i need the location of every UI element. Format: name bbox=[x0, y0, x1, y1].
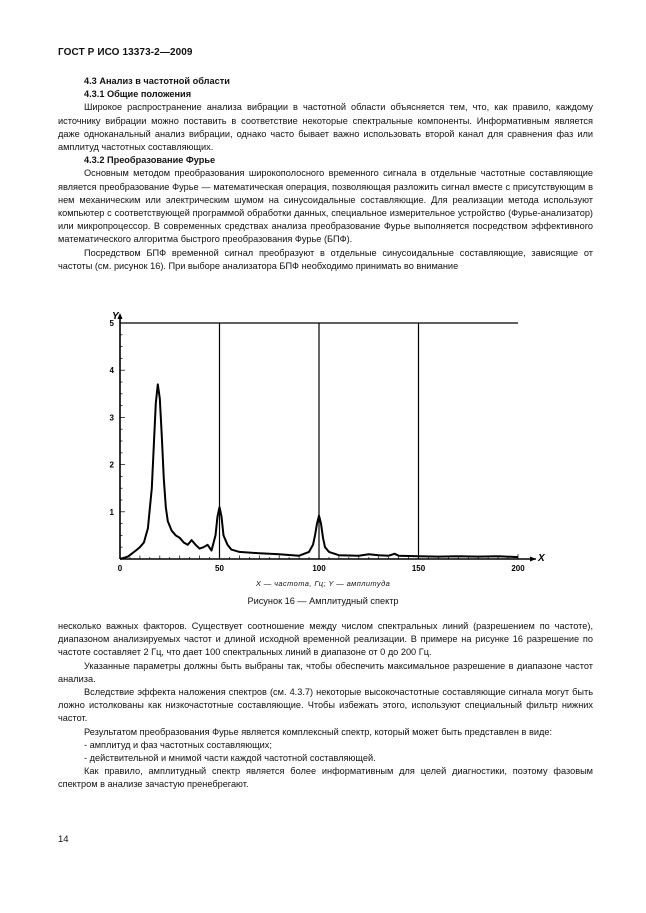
paragraph: Широкое распространение анализа вибрации в частотной области объясняется тем, что, как правило, каждому источнику вибрации можно поставить в соответствие некоторые спектральные компоненты. Информативным является даже одноканальный анализ вибрации, однако часто бывает важно использовать второй канал для сравнения фаз или амплитуд частотных составляющих. bbox=[58, 102, 593, 153]
x-tick-label: 200 bbox=[511, 564, 525, 573]
subsection-title-general: 4.3.1 Общие положения bbox=[84, 89, 192, 100]
x-tick-label: 50 bbox=[215, 564, 224, 573]
chart-canvas bbox=[96, 309, 556, 574]
figure-caption: Рисунок 16 — Амплитудный спектр bbox=[247, 596, 399, 606]
list-item: - амплитуд и фаз частотных составляющих; bbox=[84, 739, 272, 750]
y-tick-label: 5 bbox=[109, 319, 114, 328]
paragraph: Результатом преобразования Фурье является комплексный спектр, который может быть представлен в виде: bbox=[84, 726, 553, 737]
amplitude-spectrum-chart bbox=[96, 309, 556, 574]
paragraph: Вследствие эффекта наложения спектров (см. 4.3.7) некоторые высокочастотные составляющие сигнала могут быть ложно истолкованы как низкочастотные составляющие. Чтобы избежать этого, используют специальный фильтр нижних частот. bbox=[58, 687, 593, 724]
subsection-title-fourier: 4.3.2 Преобразование Фурье bbox=[84, 155, 216, 166]
continued-body bbox=[58, 620, 593, 792]
y-tick-label: 1 bbox=[109, 507, 114, 517]
y-axis-label: Y bbox=[112, 311, 119, 322]
document-header: ГОСТ Р ИСО 13373-2—2009 bbox=[58, 47, 193, 58]
paragraph: Как правило, амплитудный спектр является более информативным для целей диагностики, поэтому фазовым спектром в анализе зачастую пренебрегают. bbox=[58, 766, 593, 790]
x-tick-label: 0 bbox=[117, 564, 123, 573]
list-item: - действительной и мнимой части каждой частотной составляющей. bbox=[84, 753, 376, 764]
x-axis-label: X bbox=[538, 553, 545, 564]
page-number: 14 bbox=[58, 834, 69, 845]
x-tick-label: 150 bbox=[411, 564, 426, 573]
paragraph: несколько важных факторов. Существует соотношение между числом спектральных линий (разрешением по частоте), диапазоном анализируемых частот и длиной исходной временной реализации. В примере на рисунке 16 разрешение по частоте составляет 2 Гц, что дает 100 спектральных линий в диапазоне от 0 до 200 Гц. bbox=[58, 621, 593, 658]
paragraph: Указанные параметры должны быть выбраны так, чтобы обеспечить максимальное разрешение в диапазоне частот анализа. bbox=[58, 660, 593, 684]
y-tick-label: 2 bbox=[109, 460, 114, 470]
y-tick-label: 3 bbox=[109, 413, 114, 423]
section-body bbox=[58, 75, 593, 273]
x-tick-label: 100 bbox=[312, 564, 326, 573]
section-title: 4.3 Анализ в частотной области bbox=[84, 76, 230, 86]
paragraph: Основным методом преобразования широкополосного временного сигнала в отдельные частотные составляющие является преобразование Фурье — математическая операция, позволяющая разложить сигнал вместе с присутствующим в нем механическим или электрическим шумом на синусоидальные составляющие. Для реализации метода используют компьютер с соответствующей программой обработки данных, специальное измерительное устройство (Фурье-анализатор) или микропроцессор. В современных средствах анализа преобразование Фурье выполняется посредством эффективного математического алгоритма быстрого преобразования Фурье (БПФ). bbox=[58, 168, 593, 245]
y-tick-label: 4 bbox=[109, 366, 114, 376]
figure-legend: X — частота, Гц; Y — амплитуда bbox=[255, 579, 391, 588]
x-axis-arrow bbox=[530, 557, 536, 562]
paragraph: Посредством БПФ временной сигнал преобразуют в отдельные синусоидальные составляющие, зависящие от частоты (см. рисунок 16). При выборе анализатора БПФ необходимо принимать во внимание bbox=[58, 247, 593, 271]
